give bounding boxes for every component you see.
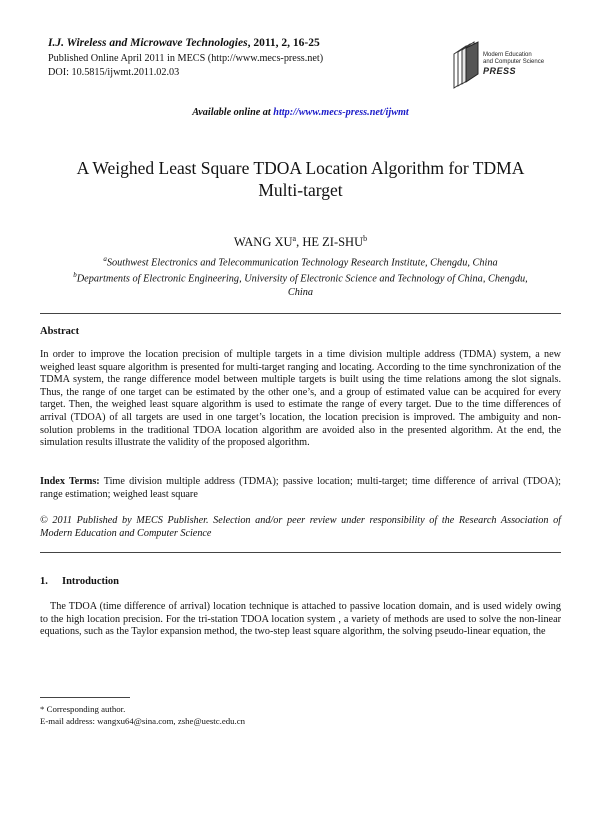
section-title: Introduction [62, 576, 119, 587]
footnote-email: E-mail address: wangxu64@sina.com, zshe@uestc.edu.cn [40, 716, 246, 726]
index-terms-label: Index Terms: [40, 476, 100, 487]
affiliations [30, 253, 571, 299]
introduction-heading [40, 576, 119, 587]
affiliation-a [30, 253, 571, 269]
affiliation-a-mark: a [103, 255, 107, 263]
index-terms [40, 476, 561, 501]
journal-title: I.J. Wireless and Microwave Technologies [48, 37, 248, 49]
abstract-text: In order to improve the location precision of multiple targets in a time division multiple address (TDMA) system, a new weighed least square algorithm is presented for multi-target ranging and locating. According to the time synchronization of the TDMA system, the range difference model between multiple targets is built using the time relations among the slot signals. Thus, the range of one target can be estimated by the other one’s, and a group of estimated value can be acquired for every target. Then, the weighed least square algorithm is used to estimate the range of every target. Due to the time differences of arrival (TDOA) of all targets are used in one target’s location, the location precision is improved. The ambiguity and non-solution problems in the traditional TDOA location algorithm are avoided also in the presented algorithm. At the end, the simulation results illustrate the validity of the proposed algorithm. [40, 349, 561, 449]
author-1-mark: a [292, 234, 297, 243]
introduction-text: The TDOA (time difference of arrival) location technique is attached to passive location domain, and is used widely owing to the high location precision. For the tri-station TDOA location system , a variety of methods are used to solve the non-linear equations, such as the Taylor expansion method, the two-step least square algorithm, the solving pseudo-linear equation, the [40, 601, 561, 638]
affiliation-b [30, 269, 571, 285]
title-line-2: Multi-target [258, 180, 343, 200]
publisher-logo [452, 40, 562, 92]
footnote-corresponding: * Corresponding author. [40, 704, 126, 714]
abstract-heading: Abstract [40, 326, 80, 337]
affiliation-b-text: Departments of Electronic Engineering, University of Electronic Science and Technology of China, Chengdu, [76, 273, 528, 285]
author-2-mark: b [363, 234, 368, 243]
journal-url-link[interactable]: http://www.mecs-press.net/ijwmt [273, 107, 409, 118]
title-line-1: A Weighed Least Square TDOA Location Algorithm for TDMA [76, 158, 525, 178]
section-number: 1. [40, 576, 48, 587]
journal-issue: , 2011, 2, 16-25 [247, 37, 320, 49]
author-2: HE ZI-SHU [302, 235, 364, 250]
logo-press: PRESS [483, 66, 517, 76]
footnote-rule [40, 697, 130, 698]
logo-line-1: Modern Education [483, 52, 532, 58]
affiliation-a-text: Southwest Electronics and Telecommunication Technology Research Institute, Chengdu, China [106, 257, 498, 269]
divider-top [40, 313, 561, 314]
affiliation-b-mark: b [73, 271, 77, 280]
index-terms-text: Time division multiple address (TDMA); passive location; multi-target; time difference of arrival (TDOA); range estimation; weighed least square [40, 476, 561, 500]
copyright-notice: © 2011 Published by MECS Publisher. Selection and/or peer review under responsibility of the Research Association of Modern Education and Computer Science [40, 515, 561, 539]
published-line: Published Online April 2011 in MECS (http://www.mecs-press.net) [48, 53, 324, 64]
divider-bottom [40, 552, 561, 553]
author-line [0, 234, 601, 250]
doi-line: DOI: 10.5815/ijwmt.2011.02.03 [48, 67, 180, 78]
availability-prefix: Available online at [192, 107, 274, 118]
paper-title [40, 157, 561, 201]
availability-line [0, 107, 601, 118]
affiliation-b-cont: China [287, 286, 314, 298]
author-separator: , [296, 235, 303, 250]
author-1: WANG XU [233, 235, 293, 250]
logo-line-2: and Computer Science [483, 59, 545, 65]
journal-header [48, 37, 320, 49]
